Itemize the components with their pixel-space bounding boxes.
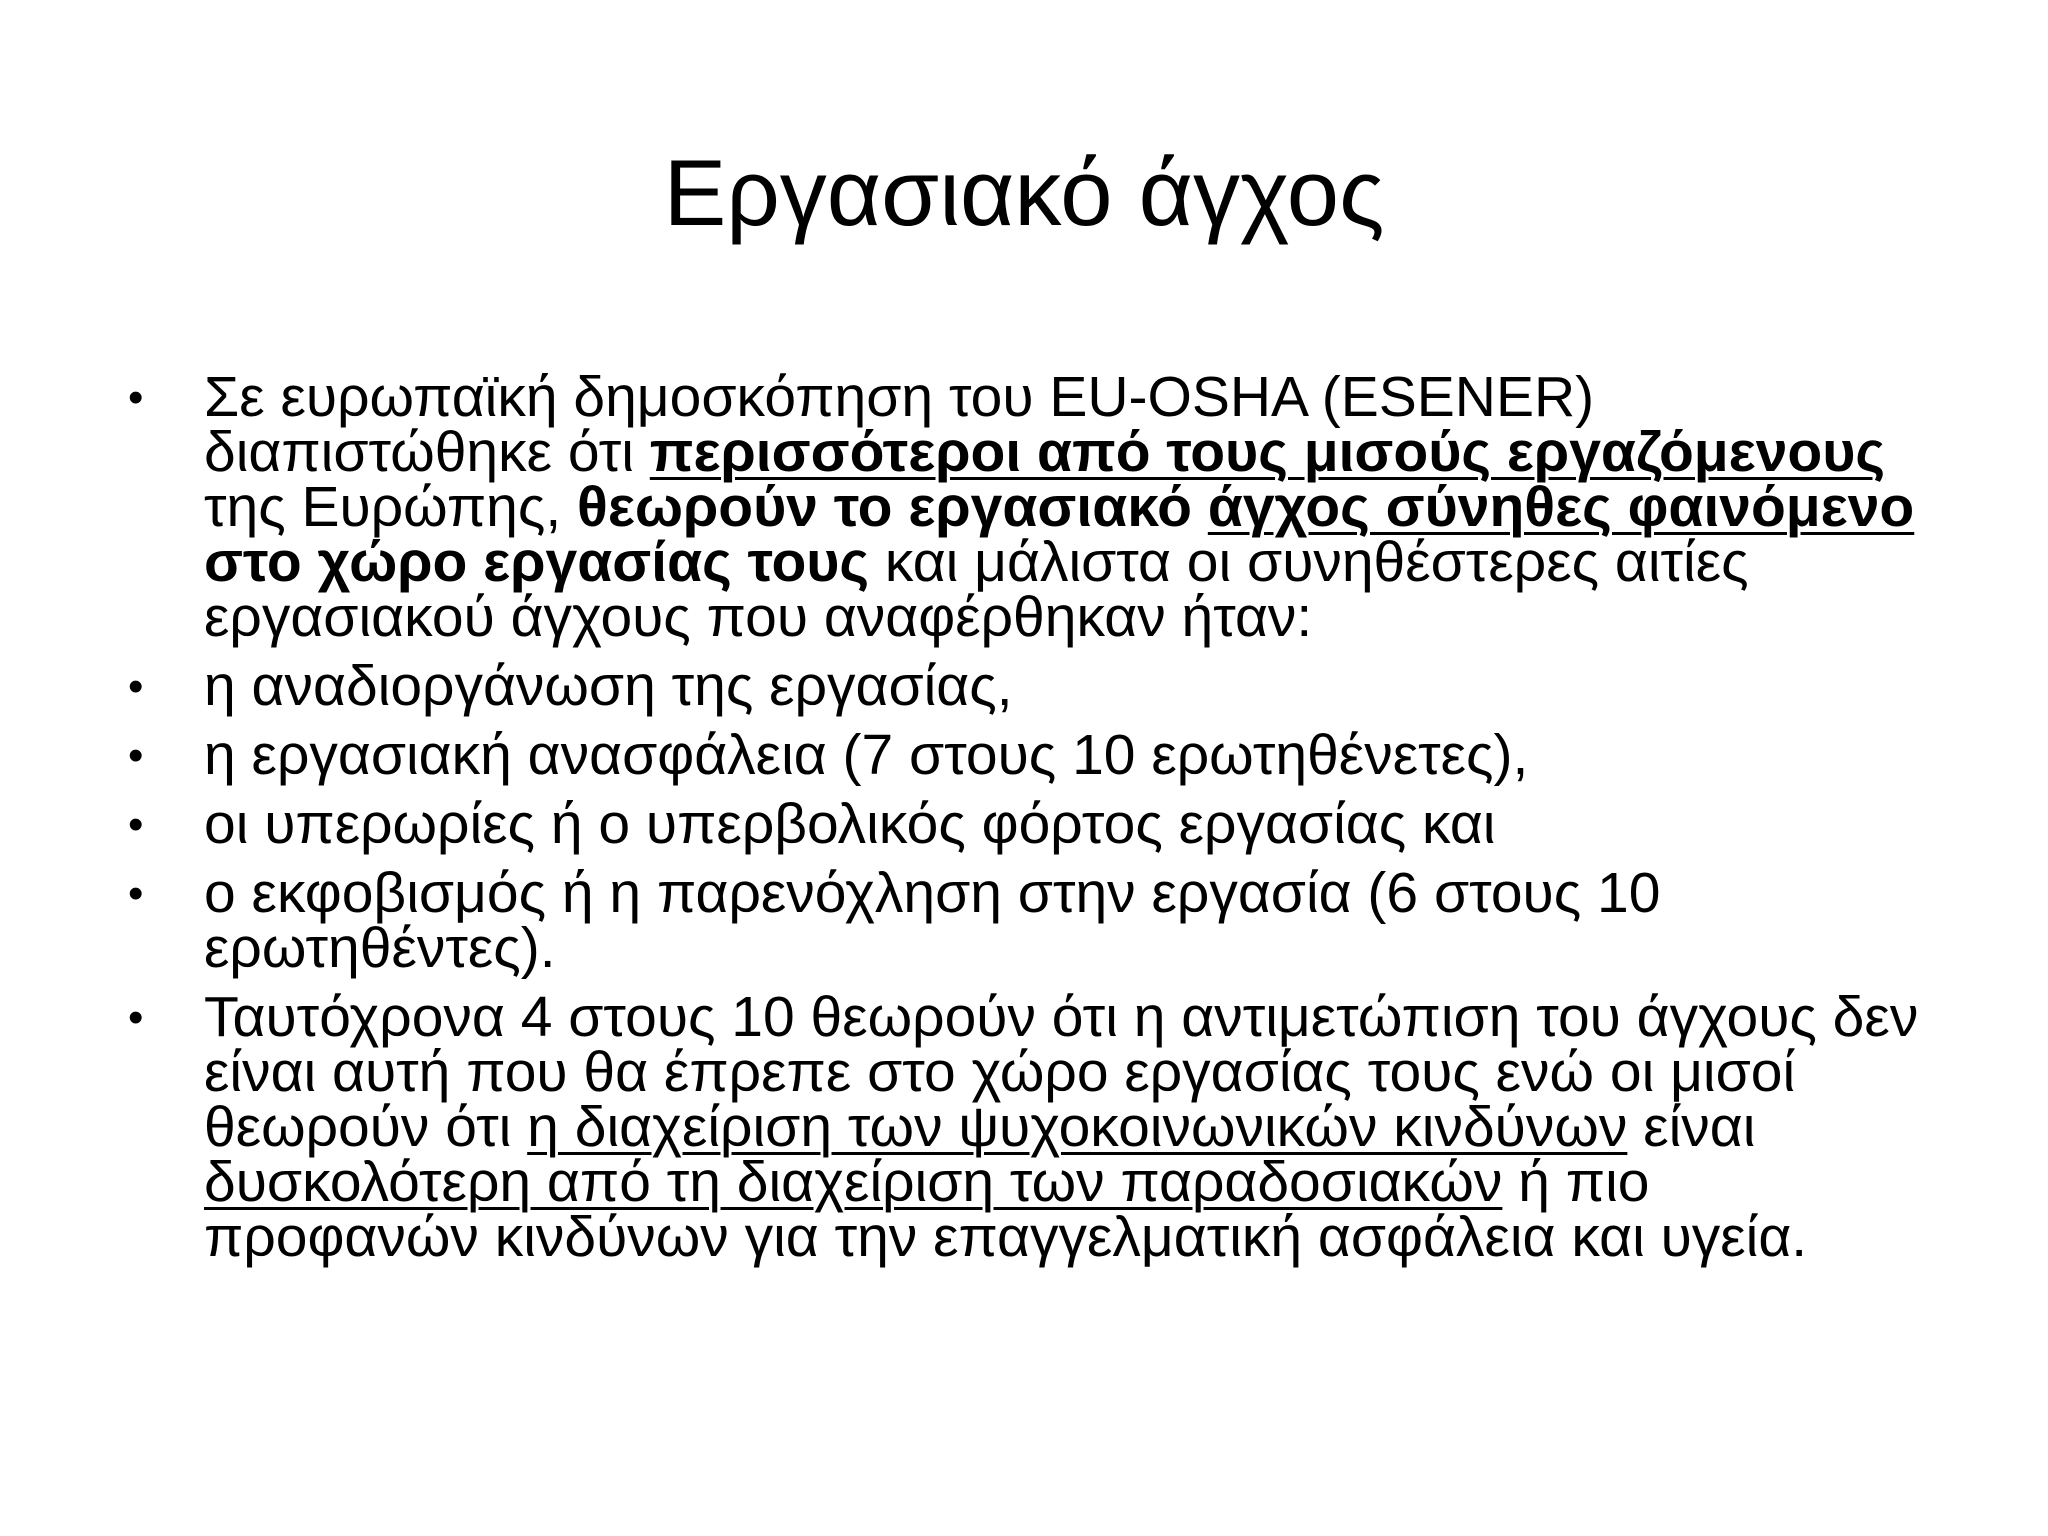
bullet-emphasis: περισσότεροι από τους μισούς εργαζόμενους bbox=[649, 420, 1886, 484]
bullet-text: Ταυτόχρονα 4 στους 10 θεωρούν ότι η αντιμετώπιση του άγχους δεν είναι αυτή που θα έπρεπε στο χώρο εργασίας τους ενώ οι μισοί θεωρούν ότι bbox=[204, 985, 1919, 1159]
bullet-dot-icon: • bbox=[128, 869, 144, 918]
bullet-text: οι υπερωρίες ή ο υπερβολικός φόρτος εργασίας και bbox=[204, 792, 1496, 856]
bullet-dot-icon: • bbox=[128, 800, 144, 849]
bullet-text: Σε ευρωπαϊκή δημοσκόπηση του EU-OSHA (ESENER) διαπιστώθηκε ότι bbox=[204, 365, 1595, 484]
bullet-item bbox=[128, 723, 1928, 787]
bullet-dot-icon: • bbox=[128, 731, 144, 780]
bullet-text: ο εκφοβισμός ή η παρενόχληση στην εργασία (6 στους 10 ερωτηθέντες). bbox=[204, 861, 1661, 980]
bullet-item bbox=[128, 365, 1928, 649]
bullet-emphasis: άγχος σύνηθες φαινόμενο bbox=[1207, 475, 1915, 539]
bullet-item bbox=[128, 985, 1928, 1269]
bullet-item bbox=[128, 861, 1928, 980]
bullet-dot-icon: • bbox=[128, 993, 144, 1042]
slide-title: Εργασιακό άγχος bbox=[663, 140, 1385, 245]
bullet-dot-icon: • bbox=[128, 662, 144, 711]
bullet-text: ή πιο προφανών κινδύνων για την επαγγελματική ασφάλεια και υγεία. bbox=[204, 1150, 1808, 1269]
bullet-emphasis: θεωρούν το εργασιακό bbox=[577, 475, 1208, 539]
bullet-underlined: η διαχείριση των ψυχοκοινωνικών κινδύνων bbox=[527, 1095, 1628, 1159]
bullet-text: είναι bbox=[1627, 1095, 1756, 1159]
bullet-item bbox=[128, 792, 1928, 856]
bullet-list bbox=[128, 365, 1928, 1279]
bullet-text: της Ευρώπης, bbox=[204, 475, 578, 539]
bullet-item bbox=[128, 654, 1928, 718]
bullet-emphasis: στο χώρο εργασίας τους bbox=[204, 530, 870, 594]
bullet-underlined: δυσκολότερη από τη διαχείριση των παραδοσιακών bbox=[204, 1150, 1503, 1214]
bullet-text: η αναδιοργάνωση της εργασίας, bbox=[204, 654, 1013, 718]
bullet-dot-icon: • bbox=[128, 373, 144, 422]
bullet-text: και μάλιστα οι συνηθέστερες αιτίες εργασιακού άγχους που αναφέρθηκαν ήταν: bbox=[204, 530, 1749, 649]
bullet-text: η εργασιακή ανασφάλεια (7 στους 10 ερωτηθένετες), bbox=[204, 723, 1529, 787]
